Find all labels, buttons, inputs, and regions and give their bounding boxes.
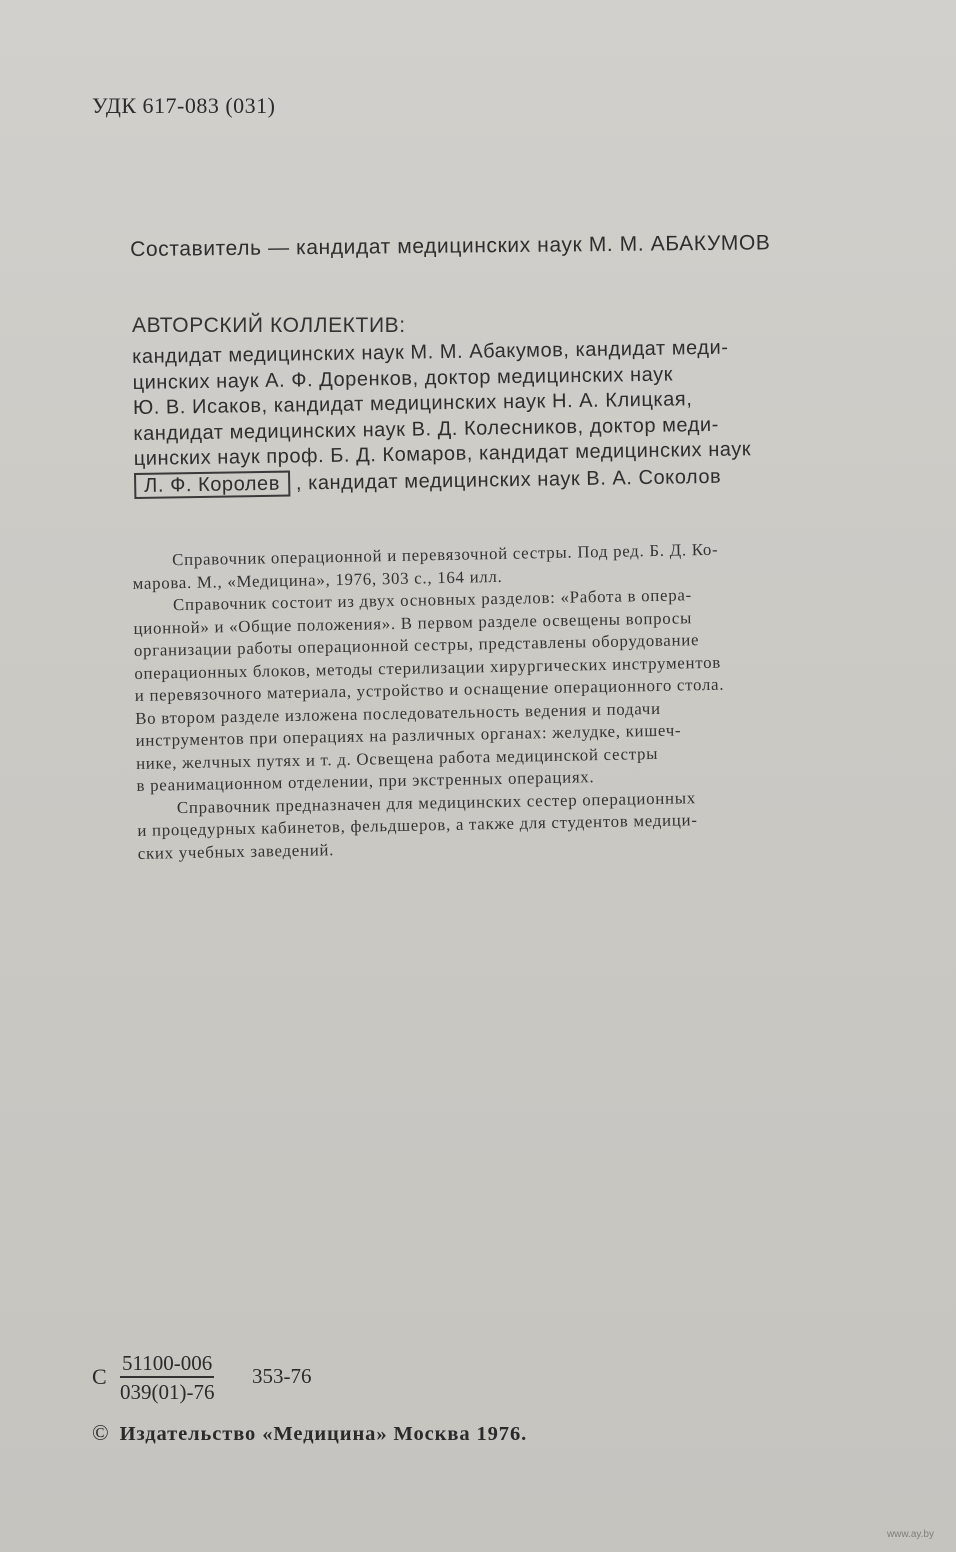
catalog-suffix: 353-76 bbox=[252, 1364, 312, 1388]
abstract-line: инструментов при операциях на различных органах: желудке, кишеч- bbox=[135, 720, 682, 750]
author-line: кандидат медицинских наук М. М. Абакумов, кандидат меди- bbox=[132, 336, 729, 368]
compiler-line: Составитель — кандидат медицинских наук М. М. АБАКУМОВ bbox=[130, 231, 771, 261]
catalog-fraction bbox=[120, 1350, 214, 1405]
author-line: цинских наук А. Ф. Доренков, доктор медицинских наук bbox=[132, 363, 674, 394]
copyright-icon: © bbox=[92, 1420, 110, 1445]
abstract-line: Во втором разделе изложена последовательность ведения и подачи bbox=[135, 698, 661, 728]
abstract-line: ционной» и «Общие положения». В первом разделе освещены вопросы bbox=[133, 607, 693, 638]
abstract-line: Справочник предназначен для медицинских сестер операционных bbox=[176, 787, 697, 817]
copyright-line bbox=[92, 1420, 527, 1446]
catalog-denominator: 039(01)-76 bbox=[120, 1376, 214, 1405]
author-line-rest: , кандидат медицинских наук В. А. Соколов bbox=[295, 465, 722, 494]
publisher-text: Издательство «Медицина» Москва 1976. bbox=[119, 1423, 528, 1445]
abstract-line: и процедурных кабинетов, фельдшеров, а также для студентов медици- bbox=[137, 810, 698, 840]
author-line: цинских наук проф. Б. Д. Комаров, кандидат медицинских наук bbox=[133, 438, 752, 470]
udc-code: УДК 617-083 (031) bbox=[92, 93, 276, 118]
author-collective-heading: АВТОРСКИЙ КОЛЛЕКТИВ: bbox=[132, 314, 406, 337]
bibliographic-line: марова. М., «Медицина», 1976, 303 с., 164 илл. bbox=[132, 566, 503, 593]
catalog-letter: С bbox=[92, 1364, 107, 1389]
abstract-line: операционных блоков, методы стерилизации хирургических инструментов bbox=[134, 652, 722, 683]
abstract-line: Справочник состоит из двух основных разделов: «Работа в опера- bbox=[172, 585, 693, 615]
boxed-author-name: Л. Ф. Королев bbox=[134, 470, 290, 498]
abstract-line: и перевязочного материала, устройство и оснащение операционного стола. bbox=[134, 674, 725, 705]
catalog-numerator: 51100-006 bbox=[122, 1351, 213, 1375]
abstract-line: ских учебных заведений. bbox=[137, 839, 335, 863]
author-collective-list bbox=[132, 333, 904, 499]
bibliographic-line: Справочник операционной и перевязочной сестры. Под ред. Б. Д. Ко- bbox=[172, 539, 719, 570]
abstract-line: организации работы операционной сестры, представлены оборудование bbox=[133, 630, 700, 660]
abstract-line: в реанимационном отделении, при экстренных операциях. bbox=[136, 767, 595, 795]
watermark: www.ay.by bbox=[886, 1529, 934, 1540]
abstract-line: нике, желчных путях и т. д. Освещена работа медицинской сестры bbox=[135, 743, 659, 773]
abstract-block bbox=[132, 535, 918, 865]
author-line: кандидат медицинских наук В. Д. Колесников, доктор меди- bbox=[133, 413, 719, 445]
author-line: Ю. В. Исаков, кандидат медицинских наук Н. А. Клицкая, bbox=[132, 388, 693, 419]
